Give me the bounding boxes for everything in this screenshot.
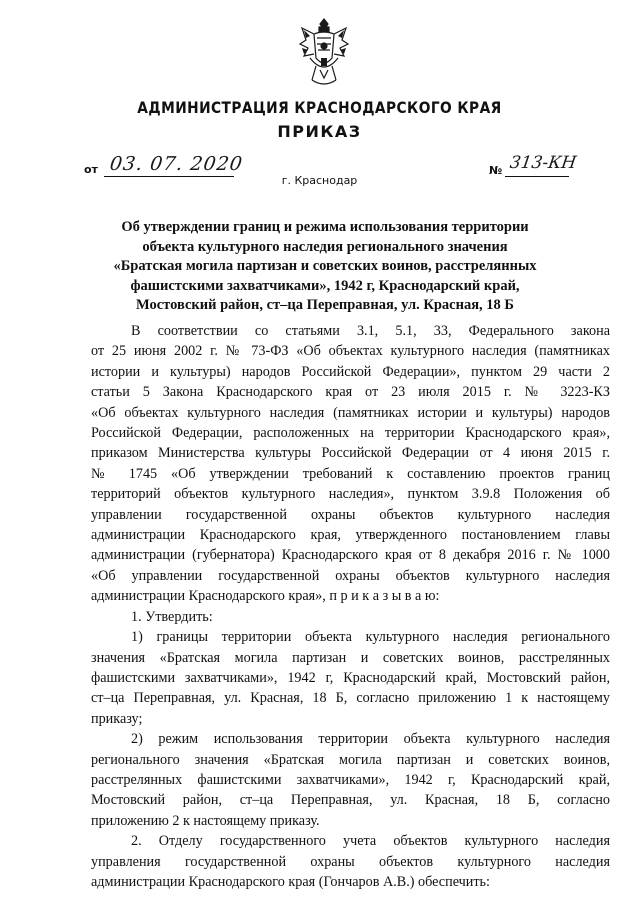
title-line: фашистскими захватчиками», 1942 г, Краснодарский край, <box>130 277 520 294</box>
handwritten-date: 03. 07. 2020 <box>108 153 245 175</box>
paragraph-section-2 <box>91 831 610 892</box>
text-line: управлении государственной охраны объектов культурного наследия <box>91 506 610 523</box>
text-line: статьи 5 Закона Краснодарского края от 23 июля 2015 г. № 3223-КЗ <box>91 384 610 401</box>
number-label: № <box>489 164 503 177</box>
paragraph-legal-basis <box>91 321 610 607</box>
title-line: «Братская могила партизан и советских воинов, расстрелянных <box>113 258 537 274</box>
text-line: 1. Утвердить: <box>131 608 213 625</box>
text-line: администрации Краснодарского края», п р и к а з ы в а ю: <box>91 588 440 605</box>
text-line: администрации Краснодарского края (Гончаров А.В.) обеспечить: <box>91 873 490 890</box>
city-name: г. Краснодар <box>281 174 358 187</box>
coat-of-arms-emblem <box>296 18 352 90</box>
text-line: управления государственной охраны объектов культурного наследия <box>91 853 610 870</box>
text-line: территорий объектов культурного наследия», пунктом 3.9.8 Положения об <box>91 486 610 503</box>
text-line: № 1745 «Об утверждении требований к составлению проектов границ <box>91 465 610 482</box>
text-line: от 25 июня 2002 г. № 73-ФЗ «Об объектах культурного наследия (памятниках <box>91 343 610 360</box>
text-line: «Об объектах культурного наследия (памятниках истории и культуры) народов <box>91 404 610 421</box>
document-type: ПРИКАЗ <box>277 122 362 141</box>
text-line: расстрелянных фашистскими захватчиками», 1942 г, Краснодарский край, <box>91 771 610 788</box>
text-line: Мостовский район, ст–ца Переправная, ул. Красная, 18 Б, согласно <box>91 792 610 809</box>
document-body <box>91 321 610 892</box>
handwritten-number: 313-КН <box>508 153 578 173</box>
text-line: приказом Министерства культуры Российской Федерации от 4 июня 2015 г. <box>91 445 610 462</box>
text-line: фашистскими захватчиками», 1942 г, Краснодарский край, Мостовский район, <box>91 669 610 686</box>
text-line: «Об управлении государственной охраны объектов культурного наследия <box>91 567 610 584</box>
title-line: Об утверждении границ и режима использования территории <box>121 219 529 235</box>
paragraph-approve <box>91 607 610 627</box>
text-line: истории и культуры) народов Российской Федерации», пунктом 29 части 2 <box>91 363 610 380</box>
text-line: 2) режим использования территории объекта культурного наследия <box>131 731 610 748</box>
text-line: ст–ца Переправная, ул. Красная, 18 Б, согласно приложению 1 к настоящему <box>91 690 610 707</box>
text-line: 1) границы территории объекта культурного наследия регионального <box>131 629 610 646</box>
title-line: Мостовский район, ст–ца Переправная, ул. Красная, 18 Б <box>135 297 515 313</box>
title-line: объекта культурного наследия регионального значения <box>142 238 508 255</box>
text-line: администрации Краснодарского края, утвержденного постановлением главы <box>91 527 610 544</box>
text-line: приказу; <box>91 710 143 727</box>
paragraph-item-2-regime <box>91 729 610 831</box>
text-line: 2. Отделу государственного учета объектов культурного наследия <box>131 833 610 850</box>
text-line: администрации (губернатора) Краснодарского края от 8 декабря 2016 г. № 1000 <box>91 547 610 564</box>
text-line: В соответствии со статьями 3.1, 5.1, 33, Федерального закона <box>131 323 610 339</box>
text-line: Российской Федерации, расположенных на территории Краснодарского края», <box>91 425 610 442</box>
organization-name: АДМИНИСТРАЦИЯ КРАСНОДАРСКОГО КРАЯ <box>137 98 502 117</box>
document-title <box>100 218 550 316</box>
text-line: регионального значения «Братская могила партизан и советских воинов, <box>91 751 610 768</box>
text-line: значения «Братская могила партизан и советских воинов, расстрелянных <box>91 649 610 666</box>
date-label: от <box>84 163 98 176</box>
text-line: приложению 2 к настоящему приказу. <box>91 812 320 829</box>
paragraph-item-1-boundaries <box>91 627 610 729</box>
